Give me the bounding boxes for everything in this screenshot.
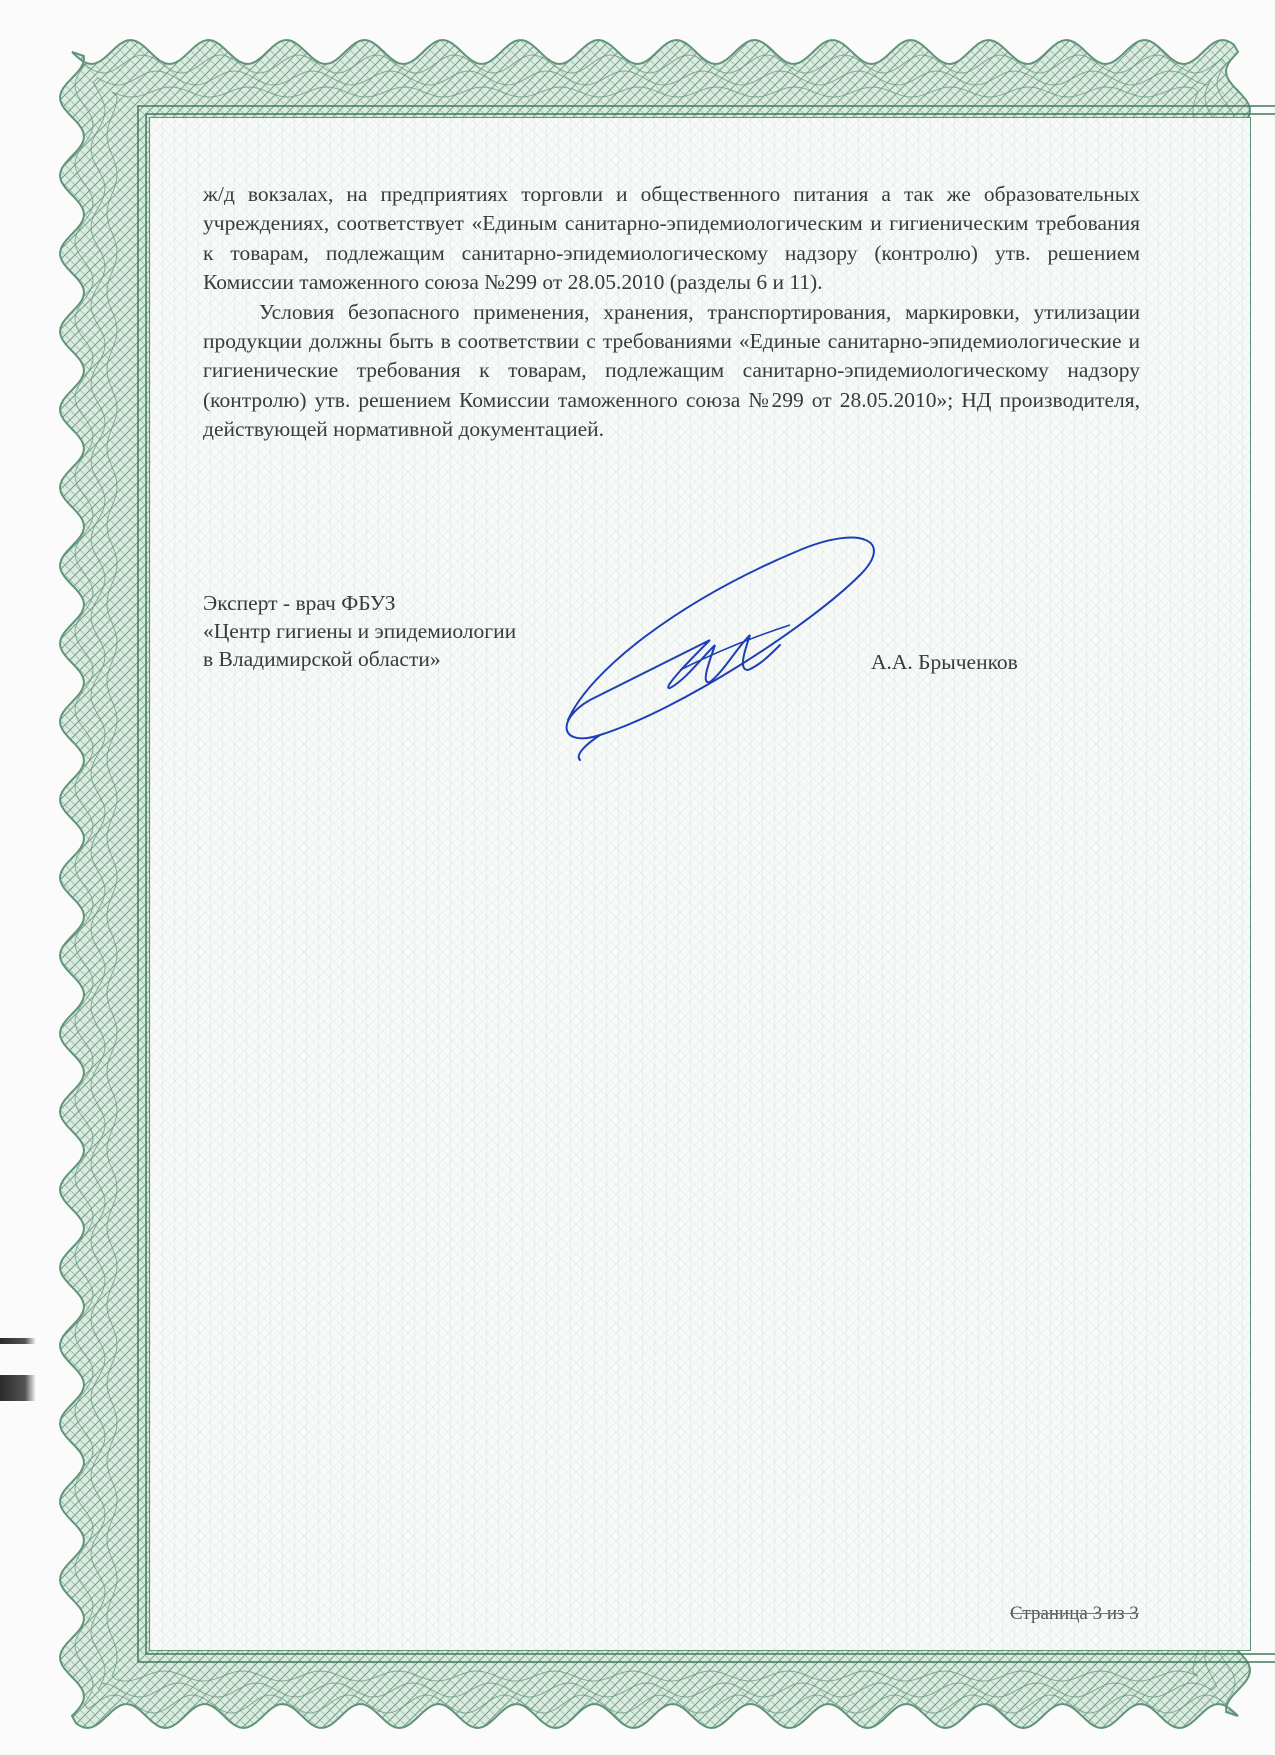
document-body	[203, 180, 1140, 445]
position-line: «Центр гигиены и эпидемиологии	[203, 619, 517, 643]
signatory-name: А.А. Брыченков	[871, 650, 1018, 674]
position-line: Эксперт - врач ФБУЗ	[203, 591, 396, 615]
position-line: в Владимирской области»	[203, 647, 441, 671]
handwritten-signature	[560, 520, 890, 770]
paragraph-conformity: ж/д вокзалах, на предприятиях торговли и общественного питания а так же образовательных учреждениях, соответствует «Единым санитарно-эпидемиологическим и гигиеническим требования к товарам, подлежащим санитарно-эпидемиологическому надзору (контролю) утв. решением Комиссии таможенного союза №299 от 28.05.2010 (разделы 6 и 11).	[203, 182, 1140, 295]
page-number: Страница 3 из 3	[1010, 1603, 1139, 1624]
paragraph-conditions: Условия безопасного применения, хранения, транспортирования, маркировки, утилизации продукции должны быть в соответствии с требованиями «Единые санитарно-эпидемиологические и гигиенические требования к товарам, подлежащим санитарно-эпидемиологическому надзору (контролю) утв. решением Комиссии таможенного союза №299 от 28.05.2010»; НД производителя, действующей нормативной документацией.	[203, 299, 1140, 442]
signatory-position	[203, 589, 516, 673]
